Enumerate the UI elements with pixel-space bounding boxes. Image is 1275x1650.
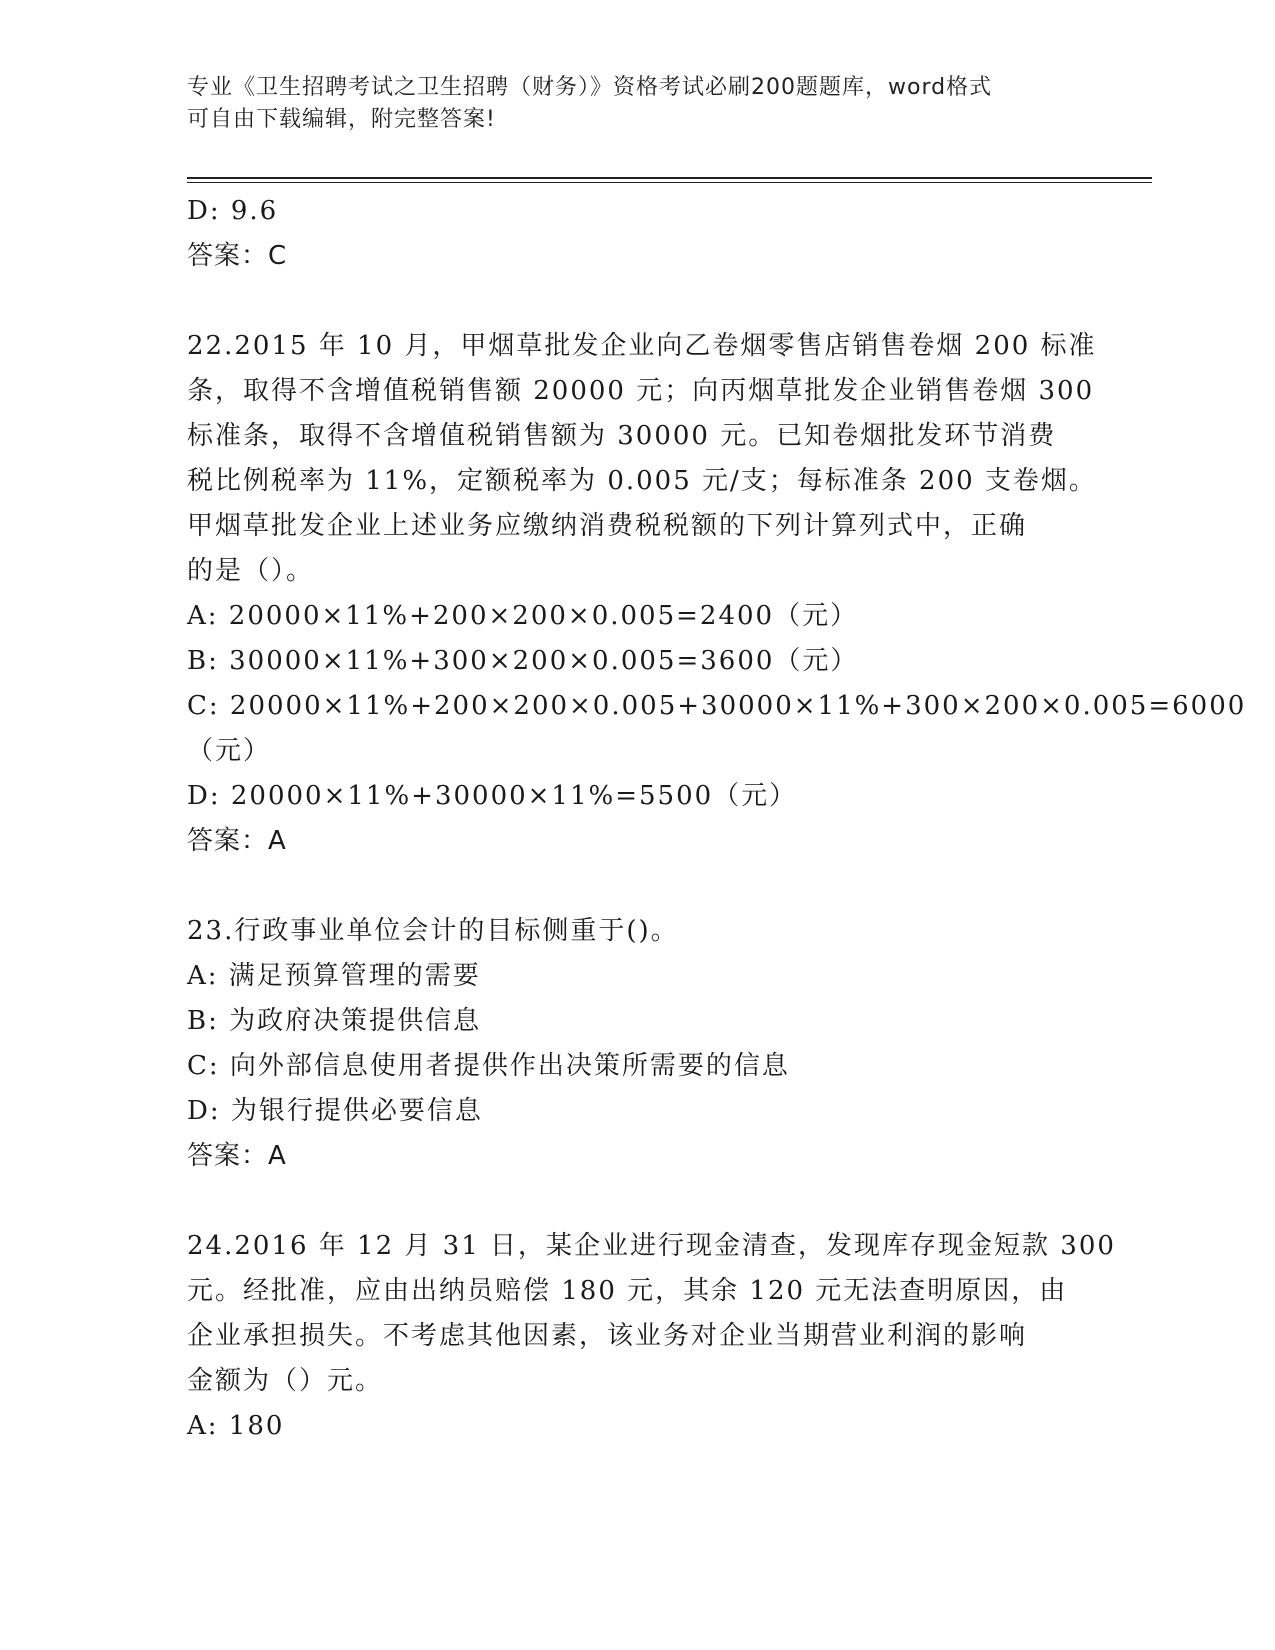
- text-line: D: 为银行提供必要信息: [187, 1096, 483, 1126]
- document-body: [187, 189, 1247, 1449]
- text-line: 税比例税率为 11%，定额税率为 0.005 元/支；每标准条 200 支卷烟。: [187, 466, 1097, 496]
- header-divider-thin: [187, 182, 1152, 183]
- answer-line: 答案：C: [187, 241, 288, 271]
- paragraph-gap: [187, 279, 1087, 324]
- header-line-2: 可自由下载编辑，附完整答案!: [187, 107, 496, 132]
- text-line: B: 30000×11%+300×200×0.005=3600（元）: [187, 646, 859, 676]
- text-line: （元）: [187, 736, 272, 766]
- page-header: [187, 72, 1067, 136]
- text-line: 元。经批准，应由出纳员赔偿 180 元，其余 120 元无法查明原因，由: [187, 1276, 1068, 1306]
- text-line: D: 20000×11%+30000×11%=5500（元）: [187, 781, 798, 811]
- text-line: 金额为（）元。: [187, 1366, 384, 1396]
- text-line: 标准条，取得不含增值税销售额为 30000 元。已知卷烟批发环节消费: [187, 421, 1057, 451]
- header-divider-thick: [187, 177, 1152, 179]
- text-line: 企业承担损失。不考虑其他因素，该业务对企业当期营业利润的影响: [187, 1321, 1028, 1351]
- text-line: 23.行政事业单位会计的目标侧重于()。: [187, 916, 679, 946]
- text-line: 的是（）。: [187, 556, 315, 586]
- text-line: 24.2016 年 12 月 31 日，某企业进行现金清查，发现库存现金短款 300: [187, 1231, 1116, 1261]
- text-line: 甲烟草批发企业上述业务应缴纳消费税税额的下列计算列式中，正确: [187, 511, 1028, 541]
- answer-line: 答案：A: [187, 826, 287, 856]
- header-line-1: 专业《卫生招聘考试之卫生招聘（财务）》资格考试必刷200题题库，word格式: [187, 75, 993, 100]
- text-line: C: 向外部信息使用者提供作出决策所需要的信息: [187, 1051, 790, 1081]
- answer-line: 答案：A: [187, 1141, 287, 1171]
- text-line: A: 180: [187, 1411, 285, 1441]
- paragraph-gap: [187, 864, 1087, 909]
- text-line: B: 为政府决策提供信息: [187, 1006, 482, 1036]
- text-line: 条，取得不含增值税销售额 20000 元；向丙烟草批发企业销售卷烟 300: [187, 376, 1095, 406]
- text-line: C: 20000×11%+200×200×0.005+30000×11%+300×200×0.005=6000: [187, 691, 1247, 721]
- text-line: D: 9.6: [187, 196, 279, 226]
- text-line: A: 满足预算管理的需要: [187, 961, 481, 991]
- text-line: A: 20000×11%+200×200×0.005=2400（元）: [187, 601, 859, 631]
- text-line: 22.2015 年 10 月，甲烟草批发企业向乙卷烟零售店销售卷烟 200 标准: [187, 331, 1097, 361]
- paragraph-gap: [187, 1179, 1087, 1224]
